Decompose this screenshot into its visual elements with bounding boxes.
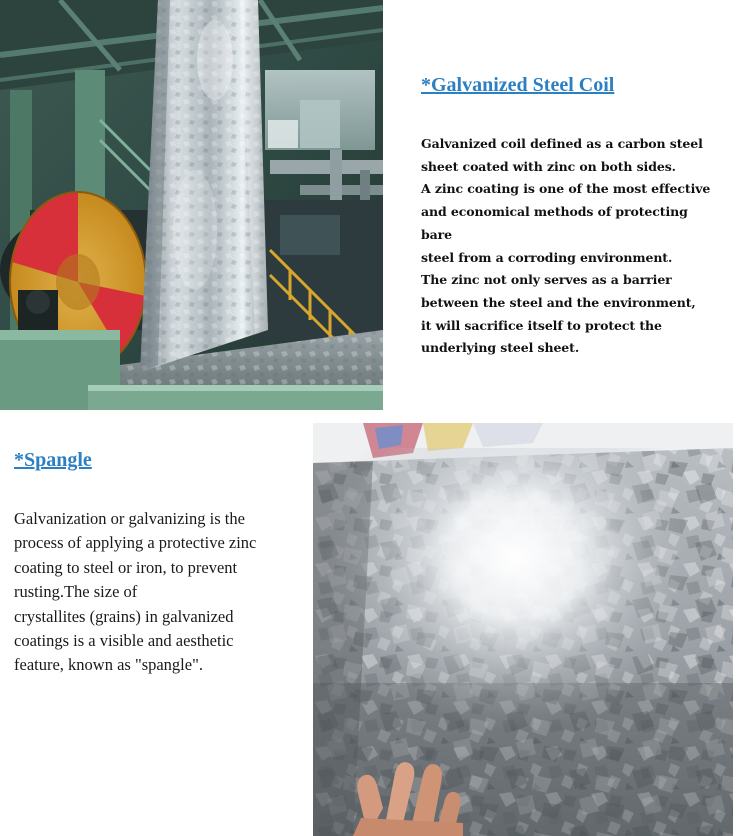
description-line: steel from a corroding environment. (421, 249, 673, 265)
description-line: underlying steel sheet. (421, 340, 580, 356)
description-line: Galvanized coil defined as a carbon steel (421, 136, 703, 151)
galvanized-steel-coil-heading: *Galvanized Steel Coil (421, 74, 615, 96)
description-line: feature, known as "spangle". (14, 655, 203, 675)
description-line: The zinc not only serves as a barrier (421, 272, 672, 288)
spangle-description (14, 507, 304, 678)
spangle-heading: *Spangle (14, 449, 92, 471)
description-line: coating to steel or iron, to prevent (14, 557, 238, 577)
description-line: coatings is a visible and aesthetic (14, 631, 234, 651)
description-line: it will sacrifice itself to protect the (421, 317, 662, 333)
description-line: between the steel and the environment, (421, 294, 696, 310)
galvanized-steel-coil-description (421, 133, 721, 360)
description-line: rusting.The size of (14, 582, 138, 602)
spangle-sheet-photo (313, 423, 733, 836)
description-line: sheet coated with zinc on both sides. (421, 158, 676, 174)
description-line: process of applying a protective zinc (14, 533, 257, 553)
galvanizing-line-photo (0, 0, 383, 410)
description-line: bare (421, 226, 452, 242)
description-line: crystallites (grains) in galvanized (14, 606, 234, 626)
description-line: and economical methods of protecting (421, 204, 688, 220)
description-line: A zinc coating is one of the most effective (421, 181, 711, 197)
description-line: Galvanization or galvanizing is the (14, 509, 245, 528)
